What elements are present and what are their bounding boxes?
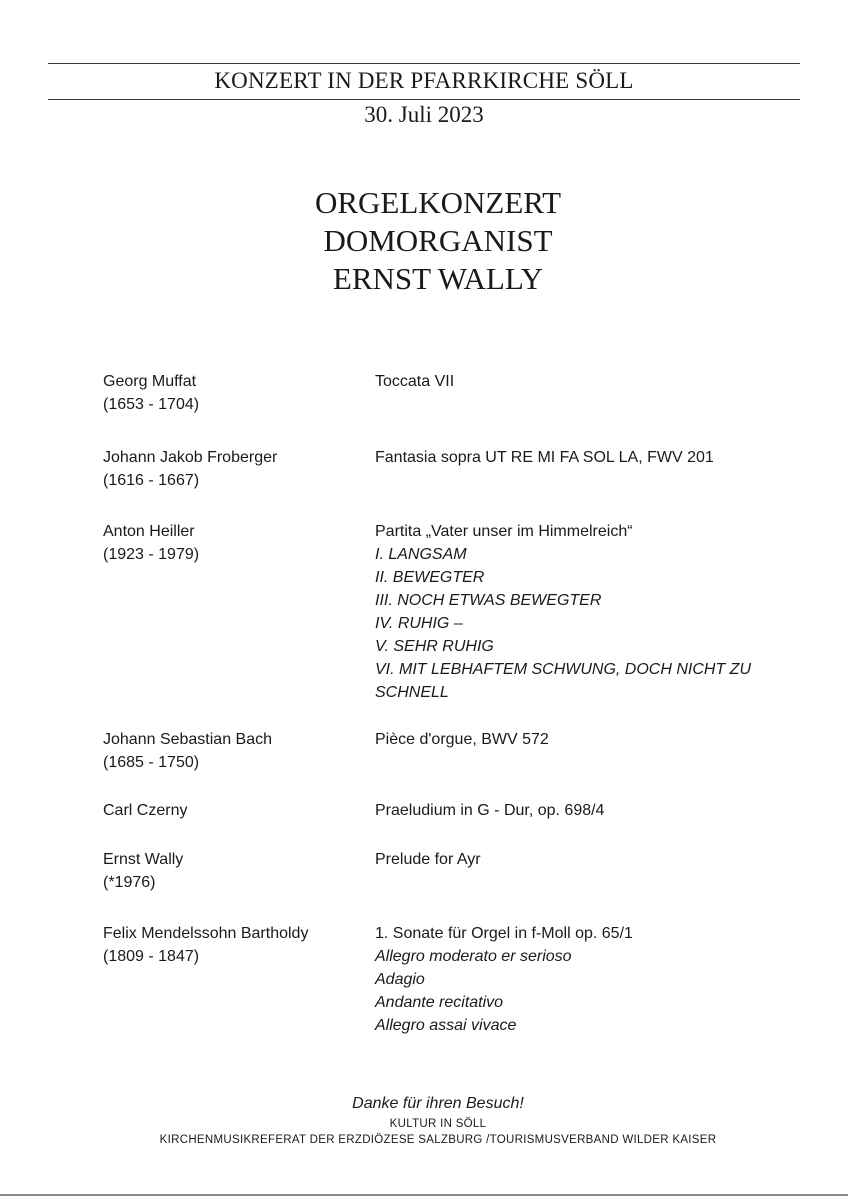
movement: I. LANGSAM (375, 546, 467, 563)
composer (103, 848, 363, 894)
work-title: Fantasia sopra UT RE MI FA SOL LA, FWV 201 (375, 449, 714, 466)
work (375, 799, 805, 822)
composer-dates: (1923 - 1979) (103, 546, 200, 563)
movement: IV. RUHIG – (375, 615, 463, 632)
movement: Adagio (375, 971, 425, 988)
composer-name: Johann Sebastian Bach (103, 731, 273, 748)
work-title: Partita „Vater unser im Himmelreich“ (375, 523, 633, 540)
main-title (0, 184, 848, 298)
composer-dates: (1653 - 1704) (103, 396, 200, 413)
composer-dates: (1685 - 1750) (103, 754, 200, 771)
work (375, 922, 805, 1037)
page-bottom-rule (0, 1194, 848, 1196)
movement: SCHNELL (375, 684, 449, 701)
thanks-note: Danke für ihren Besuch! (352, 1095, 524, 1112)
work (375, 848, 805, 871)
composer-name: Georg Muffat (103, 373, 197, 390)
work-title: Pièce d'orgue, BWV 572 (375, 731, 549, 748)
movement: Allegro assai vivace (375, 1017, 517, 1034)
work-title: 1. Sonate für Orgel in f-Moll op. 65/1 (375, 925, 633, 942)
composer-name: Ernst Wally (103, 851, 184, 868)
composer-dates: (1616 - 1667) (103, 472, 200, 489)
composer (103, 370, 363, 416)
work (375, 728, 805, 751)
main-title-line: DOMORGANIST (323, 223, 553, 258)
header-title: KONZERT IN DER PFARRKIRCHE SÖLL (214, 68, 634, 93)
composer (103, 728, 363, 774)
composer-name: Johann Jakob Froberger (103, 449, 278, 466)
organizer-line: KIRCHENMUSIKREFERAT DER ERZDIÖZESE SALZBURG /TOURISMUSVERBAND WILDER KAISER (159, 1134, 717, 1146)
composer (103, 446, 363, 492)
composer (103, 799, 363, 822)
movement: Andante recitativo (375, 994, 504, 1011)
composer-name: Carl Czerny (103, 802, 188, 819)
movement: II. BEWEGTER (375, 569, 485, 586)
composer-dates: (1809 - 1847) (103, 948, 200, 965)
movement: V. SEHR RUHIG (375, 638, 494, 655)
composer (103, 520, 363, 566)
composer-name: Anton Heiller (103, 523, 195, 540)
work-title: Prelude for Ayr (375, 851, 481, 868)
composer-dates: (*1976) (103, 874, 156, 891)
composer (103, 922, 363, 968)
work-title: Toccata VII (375, 373, 455, 390)
movement: Allegro moderato er serioso (375, 948, 572, 965)
movement: III. NOCH ETWAS BEWEGTER (375, 592, 602, 609)
concert-date: 30. Juli 2023 (364, 102, 484, 127)
work (375, 520, 805, 704)
movement: VI. MIT LEBHAFTEM SCHWUNG, DOCH NICHT ZU (375, 661, 751, 678)
organizer-line: KULTUR IN SÖLL (389, 1118, 487, 1130)
work (375, 446, 805, 469)
main-title-line: ORGELKONZERT (314, 185, 562, 220)
work (375, 370, 805, 393)
work-title: Praeludium in G - Dur, op. 698/4 (375, 802, 605, 819)
main-title-line: ERNST WALLY (332, 261, 544, 296)
composer-name: Felix Mendelssohn Bartholdy (103, 925, 309, 942)
